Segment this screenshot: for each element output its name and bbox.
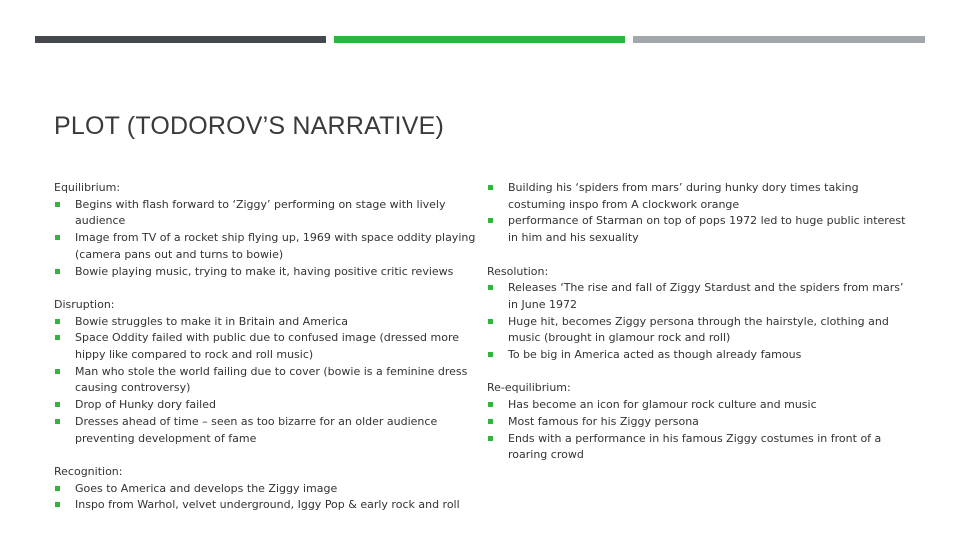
list-item: Releases ‘The rise and fall of Ziggy Stardust and the spiders from mars’ in June 1972 (487, 280, 907, 313)
reequilibrium-heading: Re-equilibrium: (487, 381, 571, 395)
bullet-icon (488, 419, 493, 424)
equilibrium-list (54, 197, 480, 281)
bullet-icon (55, 335, 60, 340)
bullet-icon (55, 419, 60, 424)
bullet-icon (55, 319, 60, 324)
equilibrium-heading: Equilibrium: (54, 181, 121, 194)
resolution-heading: Resolution: (487, 264, 549, 278)
left-column (54, 180, 480, 514)
bullet-icon (55, 486, 60, 491)
resolution-list (487, 280, 907, 364)
recognition-section (54, 464, 480, 514)
recognition-continued-list (487, 180, 907, 247)
bullet-icon (488, 436, 493, 441)
list-item: Drop of Hunky dory failed (54, 397, 480, 414)
equilibrium-section (54, 180, 480, 280)
bullet-icon (55, 369, 60, 374)
disruption-section (54, 297, 480, 447)
list-item: Image from TV of a rocket ship flying up, 1969 with space oddity playing (camera pans out and turns to bowie) (54, 230, 480, 263)
recognition-heading: Recognition: (54, 464, 123, 478)
list-item: Begins with flash forward to ‘Ziggy’ performing on stage with lively audience (54, 197, 480, 230)
reequilibrium-section (487, 380, 907, 464)
list-item: Space Oddity failed with public due to confused image (dressed more hippy like compared to rock and roll music) (54, 330, 480, 363)
list-item: Huge hit, becomes Ziggy persona through the hairstyle, clothing and music (brought in glamour rock and roll) (487, 314, 907, 347)
bullet-icon (55, 202, 60, 207)
bullet-icon (55, 235, 60, 240)
bullet-icon (488, 185, 493, 190)
slide-title: PLOT (TODOROV’S NARRATIVE) (54, 112, 444, 140)
accent-bar-gray (633, 36, 925, 43)
bullet-icon (488, 352, 493, 357)
list-item: Bowie struggles to make it in Britain and America (54, 314, 480, 331)
list-item: Ends with a performance in his famous Ziggy costumes in front of a roaring crowd (487, 431, 907, 464)
list-item: Man who stole the world failing due to cover (bowie is a feminine dress causing controversy) (54, 364, 480, 397)
recognition-list (54, 481, 480, 514)
list-item: Goes to America and develops the Ziggy image (54, 481, 480, 498)
list-item: Building his ‘spiders from mars’ during hunky dory times taking costuming inspo from A clockwork orange (487, 180, 907, 213)
bullet-icon (488, 218, 493, 223)
list-item: Bowie playing music, trying to make it, having positive critic reviews (54, 264, 480, 281)
resolution-section (487, 264, 907, 364)
bullet-icon (55, 402, 60, 407)
accent-bar-green (334, 36, 625, 43)
bullet-icon (55, 502, 60, 507)
list-item: Dresses ahead of time – seen as too bizarre for an older audience preventing development of fame (54, 414, 480, 447)
accent-bar-dark (35, 36, 326, 43)
list-item: Inspo from Warhol, velvet underground, Iggy Pop & early rock and roll (54, 497, 480, 514)
bullet-icon (55, 269, 60, 274)
disruption-list (54, 314, 480, 448)
reequilibrium-list (487, 397, 907, 464)
list-item: performance of Starman on top of pops 1972 led to huge public interest in him and his sexuality (487, 213, 907, 246)
bullet-icon (488, 285, 493, 290)
bullet-icon (488, 319, 493, 324)
bullet-icon (488, 402, 493, 407)
right-column (487, 180, 907, 464)
list-item: Has become an icon for glamour rock culture and music (487, 397, 907, 414)
list-item: Most famous for his Ziggy persona (487, 414, 907, 431)
disruption-heading: Disruption: (54, 297, 115, 311)
list-item: To be big in America acted as though already famous (487, 347, 907, 364)
recognition-continued-section (487, 180, 907, 247)
